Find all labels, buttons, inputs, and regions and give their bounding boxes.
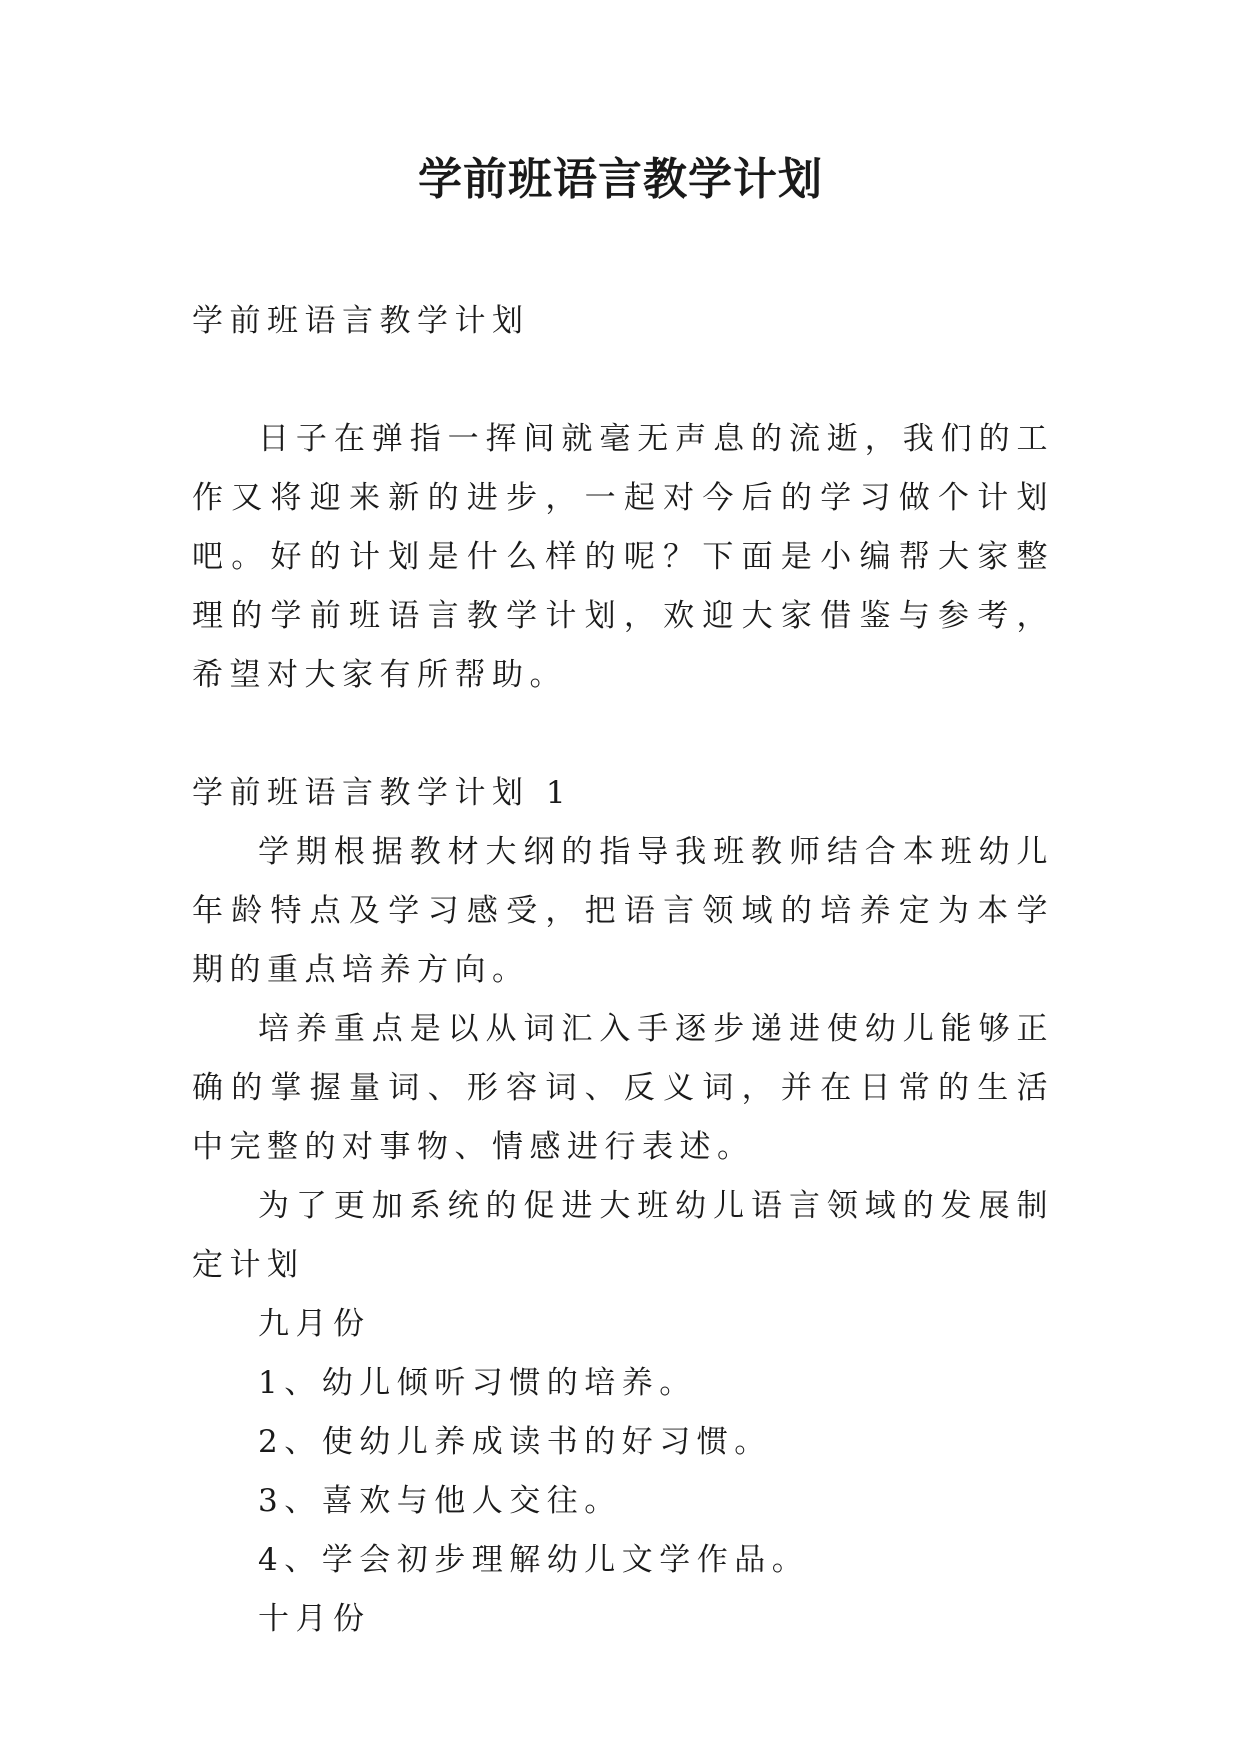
body-paragraph: 为了更加系统的促进大班幼儿语言领域的发展制定计划 xyxy=(192,1188,1054,1283)
list-item: 1、幼儿倾听习惯的培养。 xyxy=(258,1365,697,1401)
spacer xyxy=(192,705,1054,764)
document-subtitle: 学前班语言教学计划 xyxy=(192,303,530,339)
document-title: 学前班语言教学计划 xyxy=(418,154,823,205)
list-item: 2、使幼儿养成读书的好习惯。 xyxy=(258,1424,772,1460)
spacer xyxy=(192,351,1054,410)
intro-paragraph: 日子在弹指一挥间就毫无声息的流逝，我们的工作又将迎来新的进步，一起对今后的学习做个计划吧。好的计划是什么样的呢？下面是小编帮大家整理的学前班语言教学计划，欢迎大家借鉴与参考，希望对大家有所帮助。 xyxy=(192,421,1054,693)
body-paragraph: 培养重点是以从词汇入手逐步递进使幼儿能够正确的掌握量词、形容词、反义词，并在日常的生活中完整的对事物、情感进行表述。 xyxy=(192,1011,1054,1165)
document-body xyxy=(192,292,1054,1649)
body-paragraph: 学期根据教材大纲的指导我班教师结合本班幼儿年龄特点及学习感受，把语言领域的培养定为本学期的重点培养方向。 xyxy=(192,834,1054,988)
month-heading-september: 九月份 xyxy=(258,1306,371,1342)
section-heading: 学前班语言教学计划 1 xyxy=(192,775,573,811)
list-item: 4、学会初步理解幼儿文学作品。 xyxy=(258,1542,810,1578)
list-item: 3、喜欢与他人交往。 xyxy=(258,1483,622,1519)
month-heading-october: 十月份 xyxy=(258,1601,371,1637)
